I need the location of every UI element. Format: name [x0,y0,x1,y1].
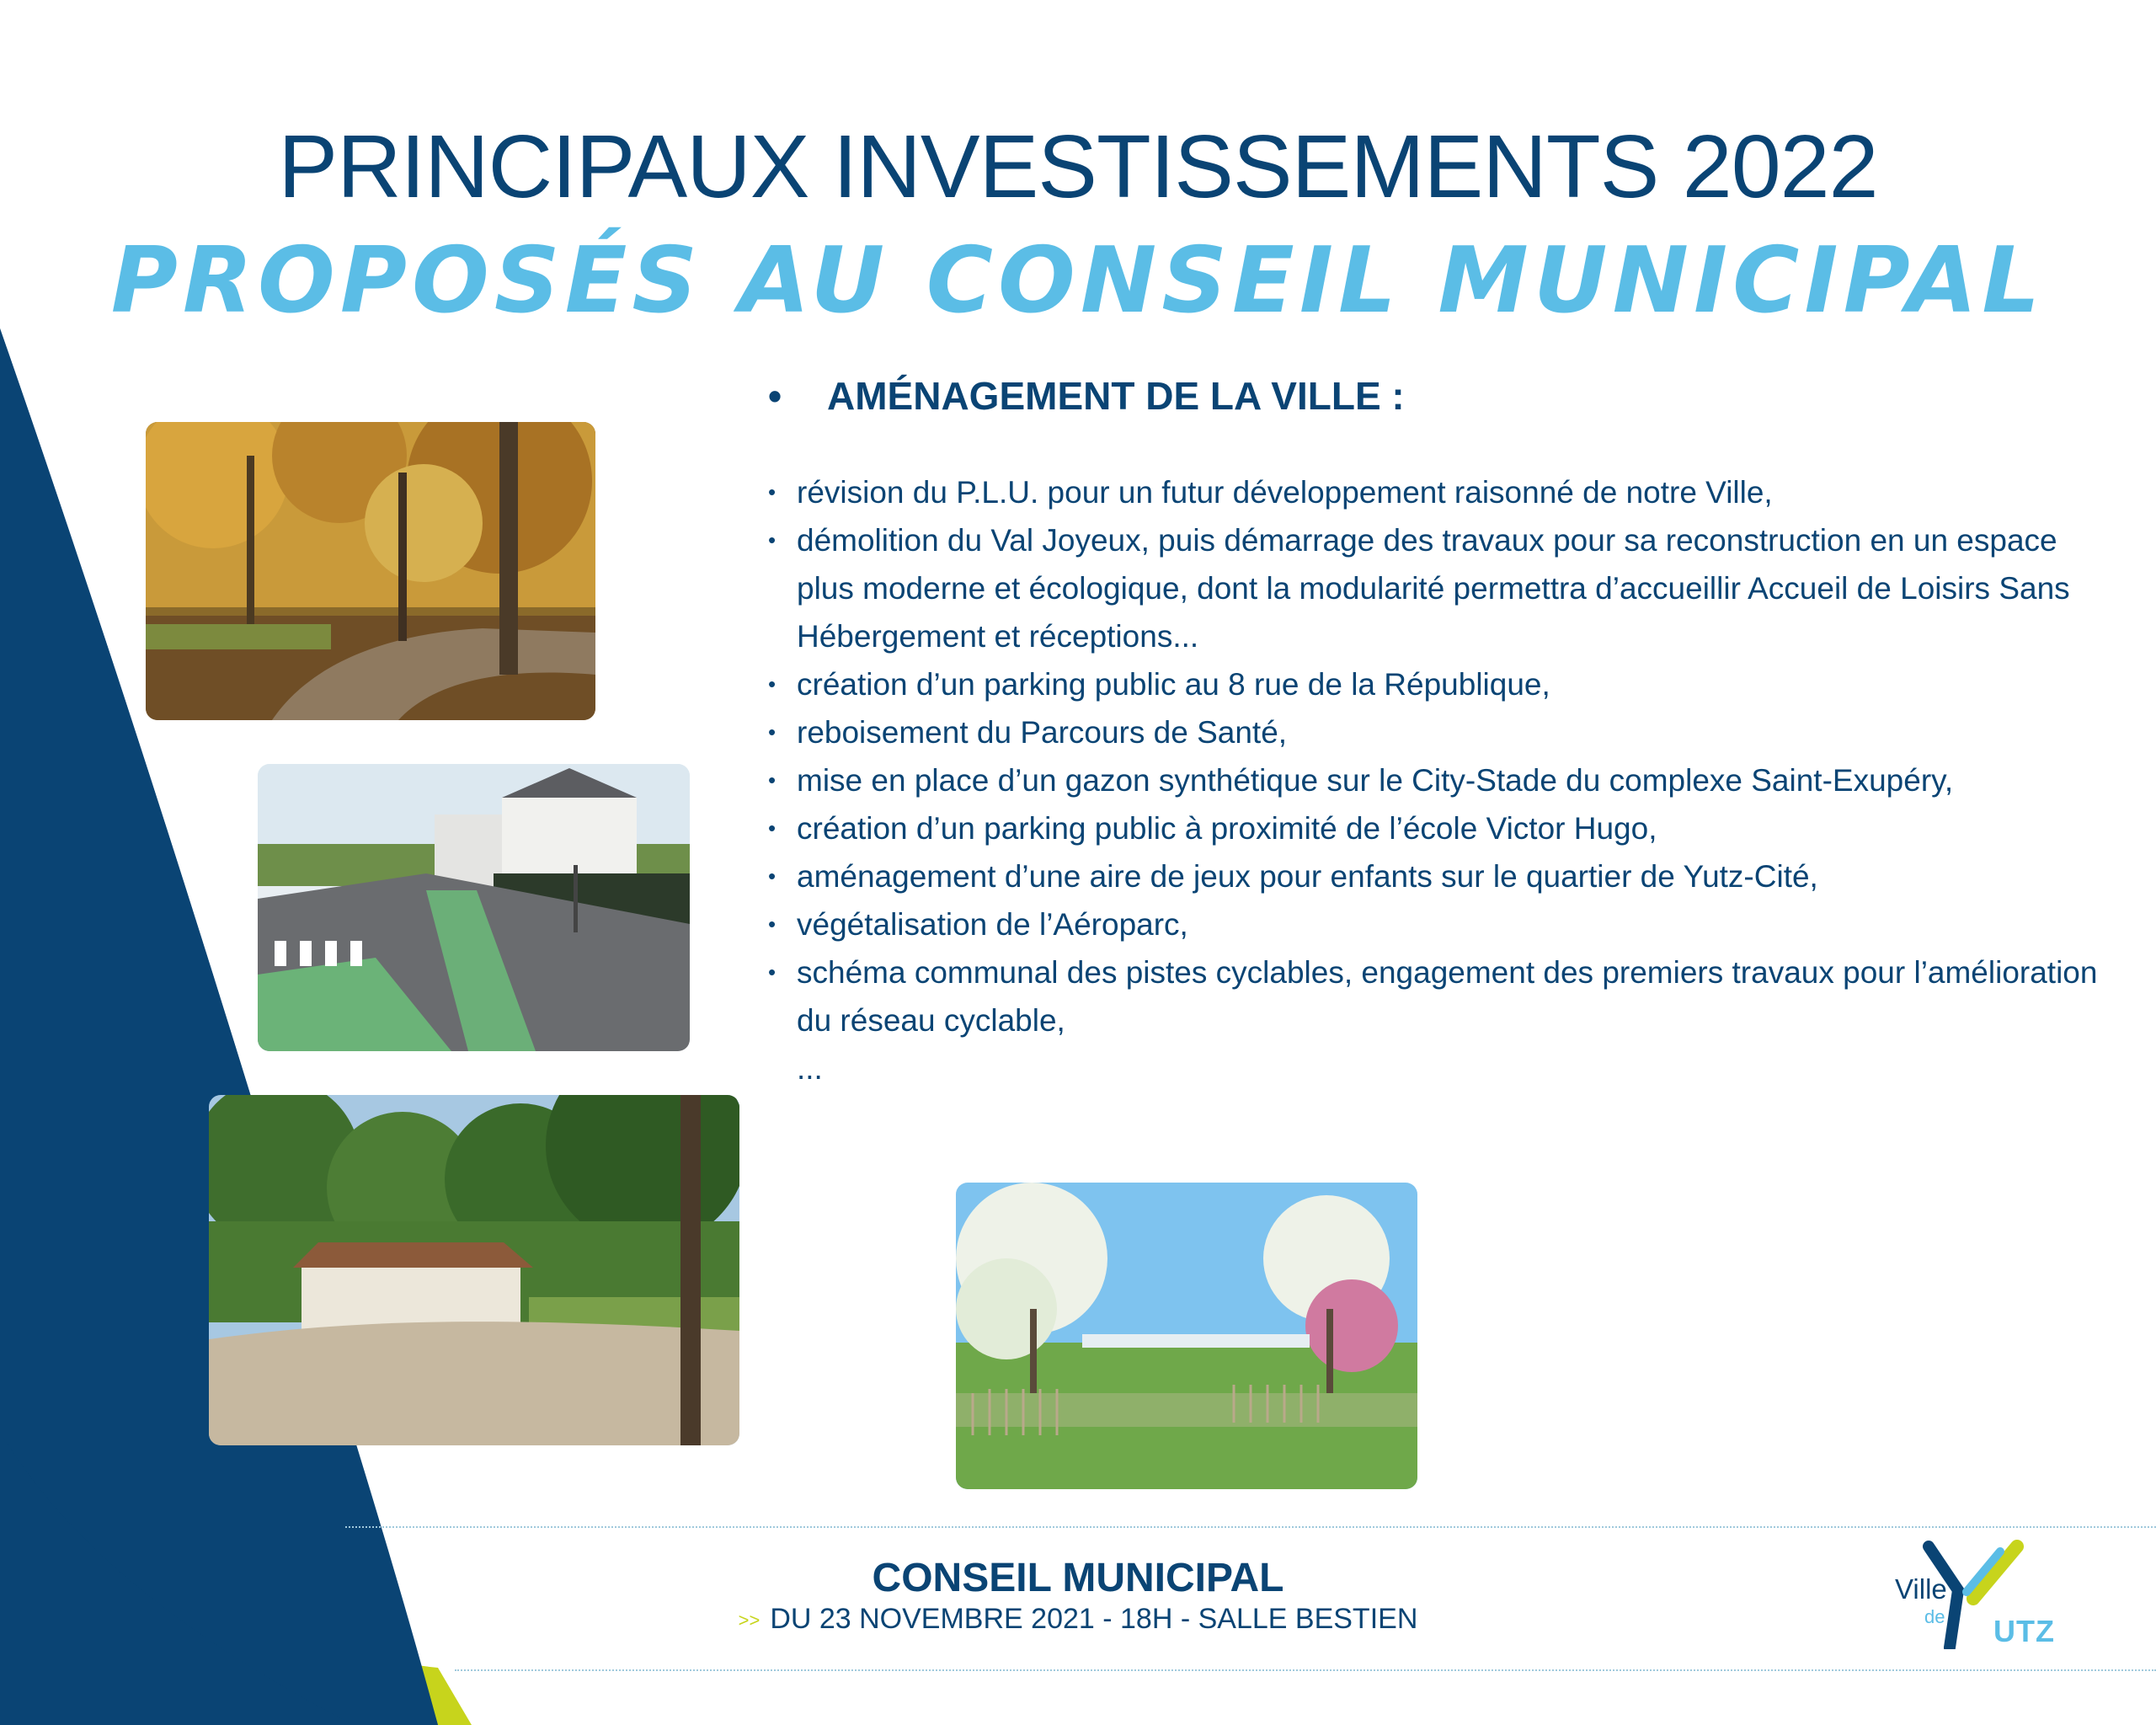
list-item: • révision du P.L.U. pour un futur développement raisonné de notre Ville, [768,475,1773,510]
logo-utz-text: UTZ [1993,1614,2055,1648]
ville-de-yutz-logo [1891,1540,2076,1649]
list-item-ellipsis: ... [797,1051,823,1086]
footer-top-rule [345,1526,2156,1528]
list-item: • aménagement d’une aire de jeux pour enfants sur le quartier de Yutz-Cité, [768,859,1818,894]
page-title: PRINCIPAUX INVESTISSEMENTS 2022 [278,117,1878,216]
list-item: • création d’un parking public à proximité de l’école Victor Hugo, [768,811,1657,846]
footer-subtitle [0,1604,2156,1635]
section-heading-text: AMÉNAGEMENT DE LA VILLE : [827,374,1405,418]
list-item: • reboisement du Parcours de Santé, [768,715,1288,750]
list-item: • schéma communal des pistes cyclables, engagement des premiers travaux pour l’amélioration du réseau cyclable, [768,955,2098,1038]
footer-date: DU 23 NOVEMBRE 2021 - 18H - SALLE BESTIEN [770,1603,1418,1635]
list-item: • création d’un parking public au 8 rue de la République, [768,667,1550,702]
street-bike-lane-photo [258,764,690,1051]
heading-bullet: • [768,374,782,418]
list-item: • végétalisation de l’Aéroparc, [768,907,1188,942]
page-subtitle: PROPOSÉS AU CONSEIL MUNICIPAL [110,228,2046,334]
investment-list [768,468,2116,1092]
park-blossom-trees-photo [956,1183,1417,1489]
autumn-forest-path-photo [146,422,595,720]
val-joyeux-building-photo [209,1095,739,1445]
list-item: • démolition du Val Joyeux, puis démarrage des travaux pour sa reconstruction en un espace plus moderne et écologique, dont la modularité permettra d’accueillir Accueil de Loisirs Sans Hébergement et réceptions... [768,523,2070,654]
footer-title: CONSEIL MUNICIPAL [872,1556,1284,1600]
chevron-icon: >> [738,1609,760,1631]
logo-ville-text: Ville [1895,1573,1947,1605]
logo-de-text: de [1924,1606,1945,1627]
list-item: • mise en place d’un gazon synthétique sur le City-Stade du complexe Saint-Exupéry, [768,763,1954,798]
section-heading [768,373,1405,419]
footer-bottom-rule [455,1669,2156,1671]
